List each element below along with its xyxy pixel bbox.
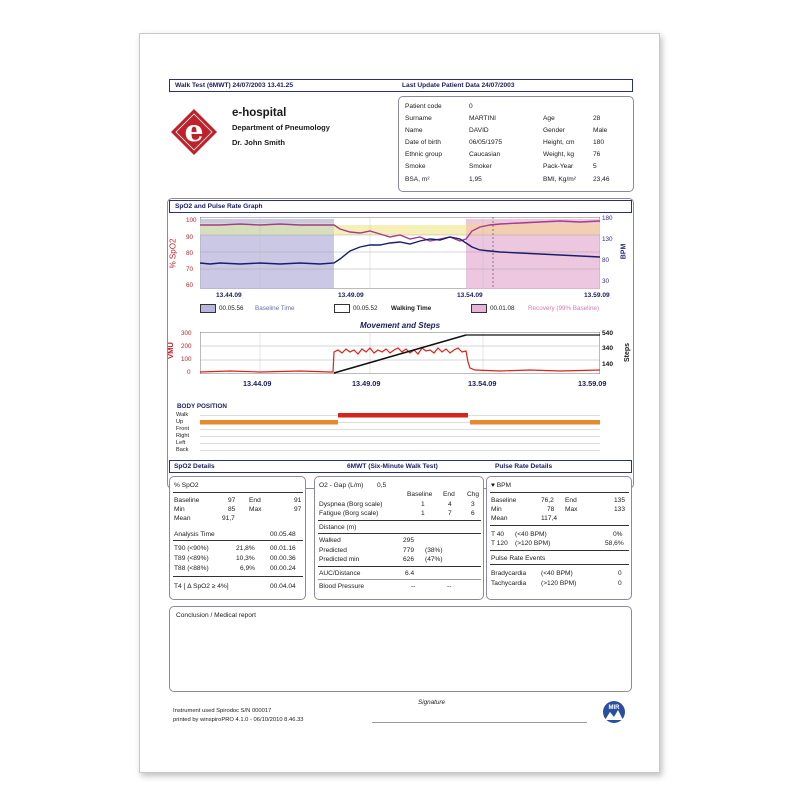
bp-label-front: Front bbox=[176, 426, 190, 432]
ethnic: Caucasian bbox=[469, 151, 501, 158]
events-label: Pulse Rate Events bbox=[491, 555, 546, 562]
col-baseline: Baseline bbox=[407, 491, 433, 498]
hospital-logo bbox=[170, 108, 218, 156]
movement-x-tick-2: 13.49.09 bbox=[352, 379, 381, 388]
bmi-label: BMI, Kg/m² bbox=[543, 176, 576, 183]
pulse-end: 135 bbox=[614, 497, 626, 504]
body-position-chart bbox=[200, 412, 600, 454]
spo2-min: 85 bbox=[228, 506, 236, 513]
details-title-bar bbox=[169, 460, 632, 473]
t90-pct: 21,8% bbox=[236, 545, 255, 552]
analysis-label: Analysis Time bbox=[174, 531, 215, 538]
height: 180 bbox=[593, 139, 605, 146]
vmu-tick-200: 200 bbox=[181, 343, 192, 350]
spo2-tick-80: 80 bbox=[186, 250, 194, 257]
age: 28 bbox=[593, 115, 601, 122]
spo2-tick-60: 60 bbox=[186, 282, 194, 289]
patient-code: 0 bbox=[469, 103, 473, 110]
report-page bbox=[139, 33, 660, 773]
col-chg: Chg bbox=[467, 491, 480, 498]
test-label: Walk Test (6MWT) 24/07/2003 13.41.25 bbox=[175, 82, 294, 89]
surname-label: Surname bbox=[405, 115, 432, 122]
age-label: Age bbox=[543, 115, 555, 122]
pulse-baseline: 76,2 bbox=[541, 497, 554, 504]
pulse-details-title: Pulse Rate Details bbox=[495, 463, 553, 470]
pulse-mean: 117,4 bbox=[541, 515, 558, 522]
steps-axis-label: Steps bbox=[624, 342, 632, 363]
analysis-time: 00.05.48 bbox=[270, 531, 296, 538]
spo2-tick-100: 100 bbox=[186, 217, 197, 224]
bp-label-right: Right bbox=[176, 433, 190, 439]
dob: 06/05/1975 bbox=[469, 139, 503, 146]
bsa-label: BSA, m² bbox=[405, 176, 430, 183]
patient-info-box bbox=[398, 96, 634, 192]
surname: MARTINI bbox=[469, 115, 496, 122]
t120-desc: (>120 BPM) bbox=[515, 540, 551, 547]
predicted-min-pct: (47%) bbox=[425, 556, 443, 563]
spo2-details-header: % SpO2 bbox=[174, 482, 199, 489]
bp-baseline: -- bbox=[411, 583, 416, 590]
bp-label-back: Back bbox=[176, 447, 189, 453]
movement-x-tick-1: 13.44.09 bbox=[243, 379, 272, 388]
legend-baseline-swatch bbox=[200, 304, 216, 313]
t40-desc: (<40 BPM) bbox=[515, 531, 547, 538]
t120-label: T 120 bbox=[491, 540, 508, 547]
pulse-baseline-label: Baseline bbox=[491, 497, 517, 504]
movement-x-tick-3: 13.54.09 bbox=[468, 379, 497, 388]
vmu-tick-0: 0 bbox=[187, 369, 191, 376]
printed-text: printed by winspiroPRO 4.1.0 - 06/10/2010 8.46.33 bbox=[173, 717, 304, 723]
signature-label: Signature bbox=[418, 699, 445, 706]
brady-label: Bradycardia bbox=[491, 570, 527, 577]
bsa: 1,95 bbox=[469, 176, 482, 183]
vmu-tick-100: 100 bbox=[181, 356, 192, 363]
bmi: 23,46 bbox=[593, 176, 610, 183]
mwt-details-title: 6MWT (Six-Minute Walk Test) bbox=[347, 463, 438, 470]
pulse-end-label: End bbox=[565, 497, 577, 504]
t88-time: 00.00.24 bbox=[270, 565, 296, 572]
spo2-tick-90: 90 bbox=[186, 234, 194, 241]
signature-line bbox=[372, 722, 587, 723]
body-position-title: BODY POSITION bbox=[177, 403, 227, 410]
bpm-axis-label: BPM bbox=[620, 243, 628, 260]
t4-time: 00.04.04 bbox=[270, 583, 296, 590]
weight-label: Weight, kg bbox=[543, 151, 575, 158]
bp-end: -- bbox=[447, 583, 452, 590]
tachy-desc: (>120 BPM) bbox=[541, 580, 577, 587]
spo2-baseline-label: Baseline bbox=[174, 497, 200, 504]
spo2-mean-label: Mean bbox=[174, 515, 191, 522]
legend-walking-swatch bbox=[334, 304, 350, 313]
gender: Male bbox=[593, 127, 608, 134]
spo2-x-tick-3: 13.54.09 bbox=[457, 292, 483, 299]
t120-value: 58,6% bbox=[605, 540, 624, 547]
spo2-x-tick-4: 13.59.09 bbox=[584, 292, 610, 299]
bpm-tick-30: 30 bbox=[602, 278, 610, 285]
spo2-x-tick-1: 13.44.09 bbox=[216, 292, 242, 299]
name-label: Name bbox=[405, 127, 423, 134]
t89-pct: 10,3% bbox=[236, 555, 255, 562]
fatigue-end: 7 bbox=[448, 510, 452, 517]
spo2-graph-title-bar bbox=[169, 200, 632, 213]
t89-label: T89 (<89%) bbox=[174, 555, 209, 562]
mwt-details-box bbox=[314, 476, 484, 600]
dyspnea-label: Dyspnea (Borg scale) bbox=[319, 501, 383, 508]
fatigue-chg: 6 bbox=[471, 510, 475, 517]
predicted-min-label: Predicted min bbox=[319, 556, 360, 563]
vmu-axis-label: VMU bbox=[165, 342, 175, 359]
update-label: Last Update Patient Data 24/07/2003 bbox=[402, 82, 515, 89]
tachy-label: Tachycardia bbox=[491, 580, 527, 587]
predicted-min: 626 bbox=[403, 556, 415, 563]
bp-label-up: Up bbox=[176, 419, 184, 425]
pulse-min: 78 bbox=[547, 506, 555, 513]
spo2-mean: 91,7 bbox=[222, 515, 235, 522]
distance-label: Distance (m) bbox=[319, 524, 357, 531]
auc-label: AUC/Distance bbox=[319, 570, 361, 577]
legend-baseline-time: 00.05.56 bbox=[219, 305, 244, 312]
tachy-value: 0 bbox=[618, 580, 622, 587]
brady-desc: (<40 BPM) bbox=[541, 570, 573, 577]
bpm-tick-130: 130 bbox=[602, 236, 613, 243]
t40-value: 0% bbox=[613, 531, 623, 538]
bp-label: Blood Pressure bbox=[319, 583, 365, 590]
doctor-name: Dr. John Smith bbox=[232, 138, 285, 147]
weight: 76 bbox=[593, 151, 601, 158]
legend-baseline-label: Baseline Time bbox=[255, 305, 295, 312]
spo2-end: 91 bbox=[294, 497, 302, 504]
movement-chart bbox=[200, 332, 600, 374]
o2-gap-label: O2 - Gap (L/m) bbox=[319, 482, 364, 489]
pack-label: Pack-Year bbox=[543, 163, 574, 170]
predicted: 779 bbox=[403, 547, 415, 554]
t88-label: T88 (<88%) bbox=[174, 565, 209, 572]
vmu-tick-300: 300 bbox=[181, 330, 192, 337]
gender-label: Gender bbox=[543, 127, 565, 134]
conclusion-label: Conclusion / Medical report bbox=[176, 612, 256, 619]
fatigue-baseline: 1 bbox=[421, 510, 425, 517]
pulse-details-box bbox=[486, 476, 632, 600]
spo2-end-label: End bbox=[249, 497, 261, 504]
movement-graph-title: Movement and Steps bbox=[360, 321, 441, 330]
mir-logo bbox=[597, 698, 631, 724]
dyspnea-chg: 3 bbox=[471, 501, 475, 508]
steps-tick-540: 540 bbox=[602, 330, 614, 337]
spo2-left-axis-label: % SpO2 bbox=[168, 238, 178, 269]
col-end: End bbox=[443, 491, 455, 498]
pack: 5 bbox=[593, 163, 597, 170]
spo2-details-box bbox=[169, 476, 306, 600]
department-name: Department of Pneumology bbox=[232, 123, 330, 132]
mir-logo-text: MIR bbox=[608, 705, 620, 711]
t88-pct: 6,9% bbox=[240, 565, 256, 572]
legend-recovery-time: 00.01.08 bbox=[490, 305, 515, 312]
bpm-tick-80: 80 bbox=[602, 257, 610, 264]
dyspnea-baseline: 1 bbox=[421, 501, 425, 508]
pulse-min-label: Min bbox=[491, 506, 502, 513]
t89-time: 00.00.36 bbox=[270, 555, 296, 562]
bpm-tick-180: 180 bbox=[602, 215, 613, 222]
auc: 6.4 bbox=[405, 570, 415, 577]
report-header-bar bbox=[169, 79, 633, 92]
pulse-mean-label: Mean bbox=[491, 515, 508, 522]
t90-label: T90 (<90%) bbox=[174, 545, 209, 552]
t90-time: 00.01.16 bbox=[270, 545, 296, 552]
bp-label-left: Left bbox=[176, 440, 186, 446]
logo-letter: e bbox=[184, 114, 204, 149]
legend-walking-time: 00.05.52 bbox=[353, 305, 378, 312]
first-name: DAVID bbox=[469, 127, 489, 134]
steps-tick-340: 340 bbox=[602, 345, 614, 352]
spo2-pulse-chart bbox=[200, 217, 600, 289]
dyspnea-end: 4 bbox=[448, 501, 452, 508]
predicted-pct: (38%) bbox=[425, 547, 443, 554]
steps-tick-140: 140 bbox=[602, 361, 614, 368]
spo2-details-title: SpO2 Details bbox=[174, 463, 215, 470]
pulse-details-header: ♥ BPM bbox=[491, 482, 512, 489]
spo2-x-tick-2: 13.49.09 bbox=[338, 292, 364, 299]
brady-value: 0 bbox=[618, 570, 622, 577]
hospital-name: e-hospital bbox=[232, 107, 287, 119]
patient-code-label: Patient code bbox=[405, 103, 442, 110]
bp-label-walk: Walk bbox=[176, 412, 189, 418]
t4-label: T4 [ Δ SpO2 ≥ 4%] bbox=[174, 583, 229, 590]
spo2-max: 97 bbox=[294, 506, 302, 513]
pulse-max: 133 bbox=[614, 506, 626, 513]
smoke-label: Smoke bbox=[405, 163, 426, 170]
spo2-baseline: 97 bbox=[228, 497, 236, 504]
conclusion-box[interactable] bbox=[169, 606, 632, 692]
walked: 295 bbox=[403, 537, 415, 544]
ethnic-label: Ethnic group bbox=[405, 151, 443, 158]
legend-recovery-swatch bbox=[471, 304, 487, 313]
predicted-label: Predicted bbox=[319, 547, 347, 554]
spo2-min-label: Min bbox=[174, 506, 185, 513]
dob-label: Date of birth bbox=[405, 139, 441, 146]
pulse-max-label: Max bbox=[565, 506, 578, 513]
fatigue-label: Fatigue (Borg scale) bbox=[319, 510, 379, 517]
height-label: Height, cm bbox=[543, 139, 575, 146]
spo2-max-label: Max bbox=[249, 506, 262, 513]
spo2-graph-title: SpO2 and Pulse Rate Graph bbox=[175, 203, 263, 210]
instrument-text: Instrument used Spirodoc S/N 000017 bbox=[173, 708, 272, 714]
t40-label: T 40 bbox=[491, 531, 505, 538]
legend-walking-label: Walking Time bbox=[391, 305, 432, 312]
movement-x-tick-4: 13.59.09 bbox=[578, 379, 607, 388]
legend-recovery-label: Recovery (99% Baseline) bbox=[528, 305, 600, 312]
smoke: Smoker bbox=[469, 163, 492, 170]
o2-gap: 0,5 bbox=[377, 482, 387, 489]
walked-label: Walked bbox=[319, 537, 341, 544]
spo2-tick-70: 70 bbox=[186, 266, 194, 273]
